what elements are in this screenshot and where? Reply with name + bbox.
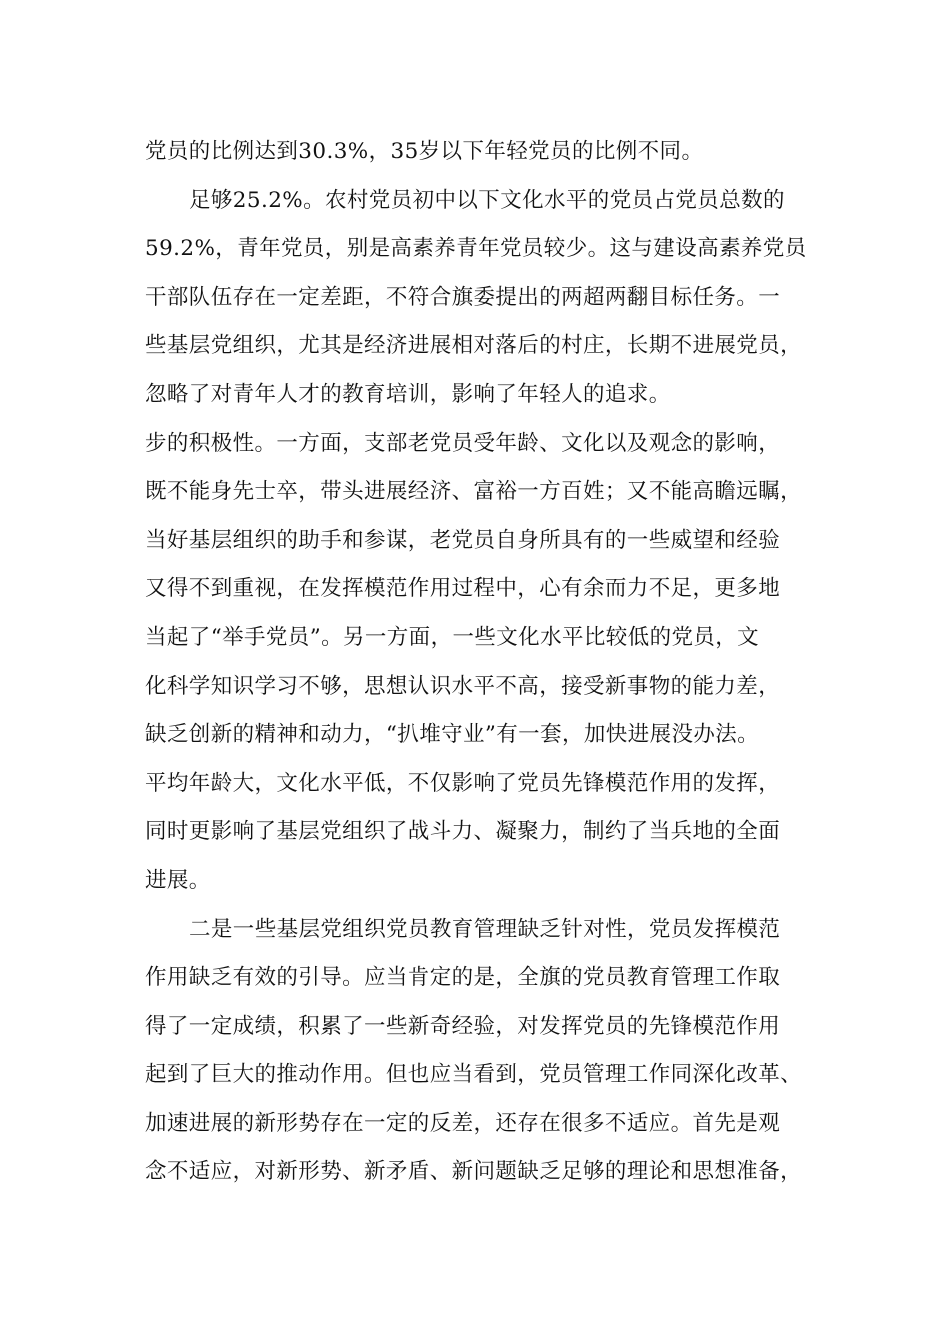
body-text	[145, 128, 835, 1197]
text-line: 同时更影响了基层党组织了战斗力、凝聚力，制约了当兵地的全面	[145, 819, 781, 845]
text-line: 干部队伍存在一定差距，不符合旗委提出的两超两翻目标任务。一	[145, 284, 781, 310]
text-line: 党员的比例达到30.3%，35岁以下年轻党员的比例不同。	[145, 139, 704, 164]
text-line: 既不能身先士卒，带头进展经济、富裕一方百姓；又不能高瞻远瞩，	[145, 479, 803, 505]
text-line: 忽略了对青年人才的教育培训，影响了年轻人的追求。	[145, 381, 671, 407]
text-line: 当好基层组织的助手和参谋，老党员自身所具有的一些威望和经验	[145, 527, 781, 553]
text-line: 些基层党组织，尤其是经济进展相对落后的村庄，长期不进展党员，	[145, 333, 803, 359]
paragraph-first-line: 二是一些基层党组织党员教育管理缺乏针对性，党员发挥模范	[189, 916, 781, 942]
text-line: 又得不到重视，在发挥模范作用过程中，心有余而力不足，更多地	[145, 576, 781, 602]
text-line: 平均年龄大，文化水平低，不仅影响了党员先锋模范作用的发挥，	[145, 770, 781, 796]
text-line: 起到了巨大的推动作用。但也应当看到，党员管理工作同深化改革、	[145, 1062, 803, 1088]
text-line: 59.2%，青年党员，别是高素养青年党员较少。这与建设高素养党员	[145, 236, 807, 262]
text-line: 缺乏创新的精神和动力，“扒堆守业”有一套，加快进展没办法。	[145, 722, 760, 748]
text-line: 步的积极性。一方面，支部老党员受年龄、文化以及观念的影响，	[145, 430, 781, 456]
paragraph-first-line: 足够25.2%。农村党员初中以下文化水平的党员占党员总数的	[189, 187, 785, 213]
text-line: 加速进展的新形势存在一定的反差，还存在很多不适应。首先是观	[145, 1110, 781, 1136]
text-line: 进展。	[145, 867, 211, 893]
text-line: 作用缺乏有效的引导。应当肯定的是，全旗的党员教育管理工作取	[145, 965, 781, 991]
text-line: 当起了“举手党员”。另一方面，一些文化水平比较低的党员，文	[145, 624, 760, 650]
text-line: 化科学知识学习不够，思想认识水平不高，接受新事物的能力差，	[145, 673, 781, 699]
text-line: 念不适应，对新形势、新矛盾、新问题缺乏足够的理论和思想准备，	[145, 1159, 803, 1185]
text-line: 得了一定成绩，积累了一些新奇经验，对发挥党员的先锋模范作用	[145, 1013, 781, 1039]
